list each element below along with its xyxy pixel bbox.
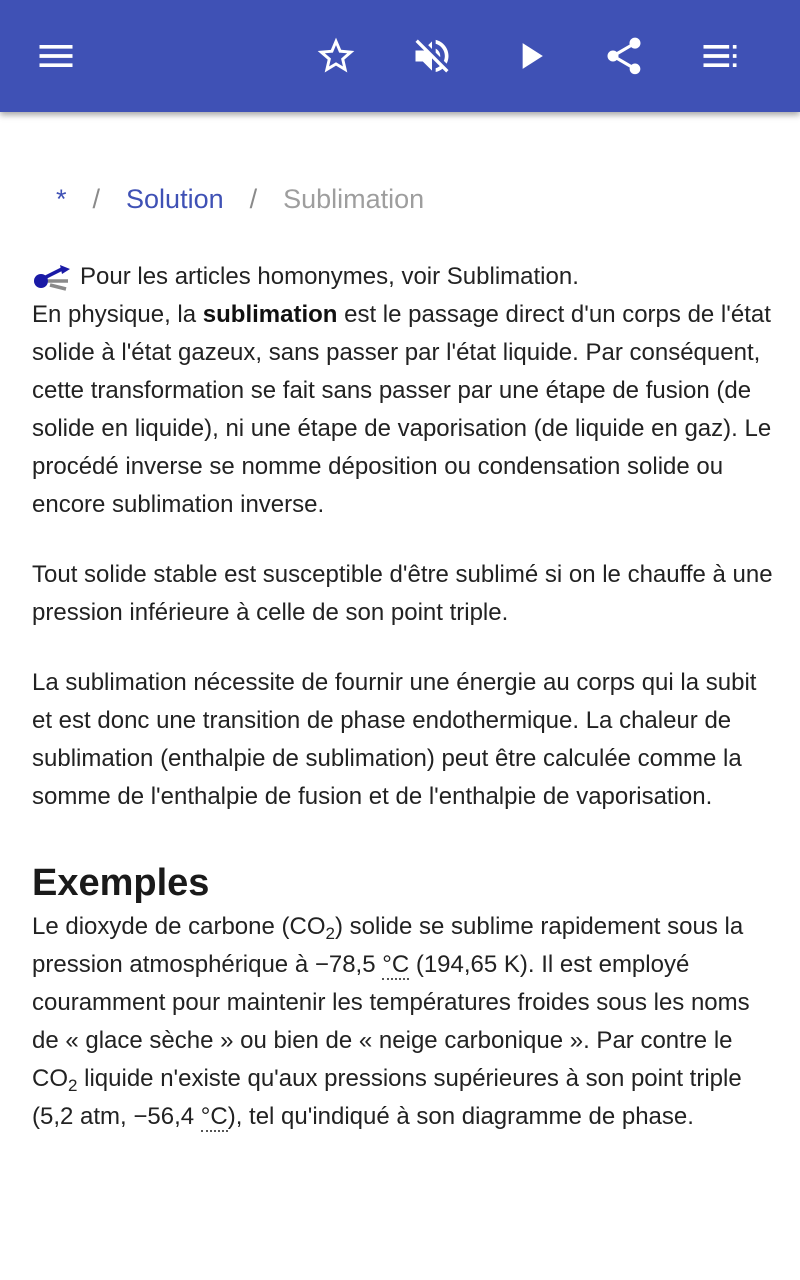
menu-icon <box>34 34 78 78</box>
share-icon <box>602 34 646 78</box>
disambiguation-hatnote <box>32 258 776 296</box>
examples-text: ), tel qu'indiqué à son diagramme de phase. <box>227 1103 694 1130</box>
intro-text: En physique, la <box>32 301 203 328</box>
breadcrumb-parent-link[interactable]: Solution <box>126 183 224 214</box>
article-body <box>32 258 776 1136</box>
app-bar <box>0 0 800 112</box>
breadcrumb <box>56 182 424 216</box>
examples-text: (194,65 K). Il est employé couramment pour maintenir les températures froides sous les noms de « glace sèche » ou bien de « neige carbonique ». Par contre le CO <box>32 951 750 1092</box>
examples-text: Le dioxyde de carbone (CO <box>32 913 326 940</box>
examples-text: ) solide se sublime rapidement sous la pression atmosphérique à −78,5 <box>32 913 744 978</box>
breadcrumb-separator: / <box>92 183 101 214</box>
breadcrumb-separator: / <box>249 183 258 214</box>
unit-abbreviation[interactable]: °C <box>382 951 410 978</box>
examples-text: liquide n'existe qu'aux pressions supérieures à son point triple (5,2 atm, −56,4 <box>32 1065 742 1130</box>
paragraph-triple-point: Tout solide stable est susceptible d'être sublimé si on le chauffe à une pression inférieure à celle de son point triple. <box>32 561 773 626</box>
unit-abbreviation[interactable]: °C <box>200 1103 228 1130</box>
intro-paragraph <box>32 296 776 524</box>
term-bold: sublimation <box>202 301 338 328</box>
article-content <box>0 112 800 1280</box>
table-of-contents-button[interactable] <box>692 28 748 84</box>
playlist-icon <box>698 34 742 78</box>
disambiguation-icon <box>32 262 74 292</box>
intro-text-rest: est le passage direct d'un corps de l'état solide à l'état gazeux, sans passer par l'état liquide. Par conséquent, cette transformation se fait sans passer par une étape de fusion (de solide en liquide), ni une étape de vaporisation (de liquide en gaz). Le procédé inverse se nomme déposition ou condensation solide ou encore sublimation inverse. <box>32 301 772 518</box>
favorite-button[interactable] <box>308 28 364 84</box>
play-button[interactable] <box>502 28 558 84</box>
volume-off-icon <box>410 34 454 78</box>
paragraph-enthalpy: La sublimation nécessite de fournir une énergie au corps qui la subit et est donc une transition de phase endothermique. La chaleur de sublimation (enthalpie de sublimation) peut être calculée comme la somme de l'enthalpie de fusion et de l'enthalpie de vaporisation. <box>32 669 757 810</box>
hatnote-text: Pour les articles homonymes, voir Sublimation. <box>80 263 579 290</box>
breadcrumb-current: Sublimation <box>283 183 425 214</box>
share-button[interactable] <box>596 28 652 84</box>
menu-button[interactable] <box>28 28 84 84</box>
subscript: 2 <box>68 1076 78 1095</box>
star-outline-icon <box>314 34 358 78</box>
mute-button[interactable] <box>404 28 460 84</box>
subscript: 2 <box>325 924 335 943</box>
paragraph-examples <box>32 908 776 1136</box>
breadcrumb-root-link[interactable]: * <box>56 183 67 214</box>
play-icon <box>508 34 552 78</box>
section-heading-examples: Exemples <box>32 862 210 904</box>
